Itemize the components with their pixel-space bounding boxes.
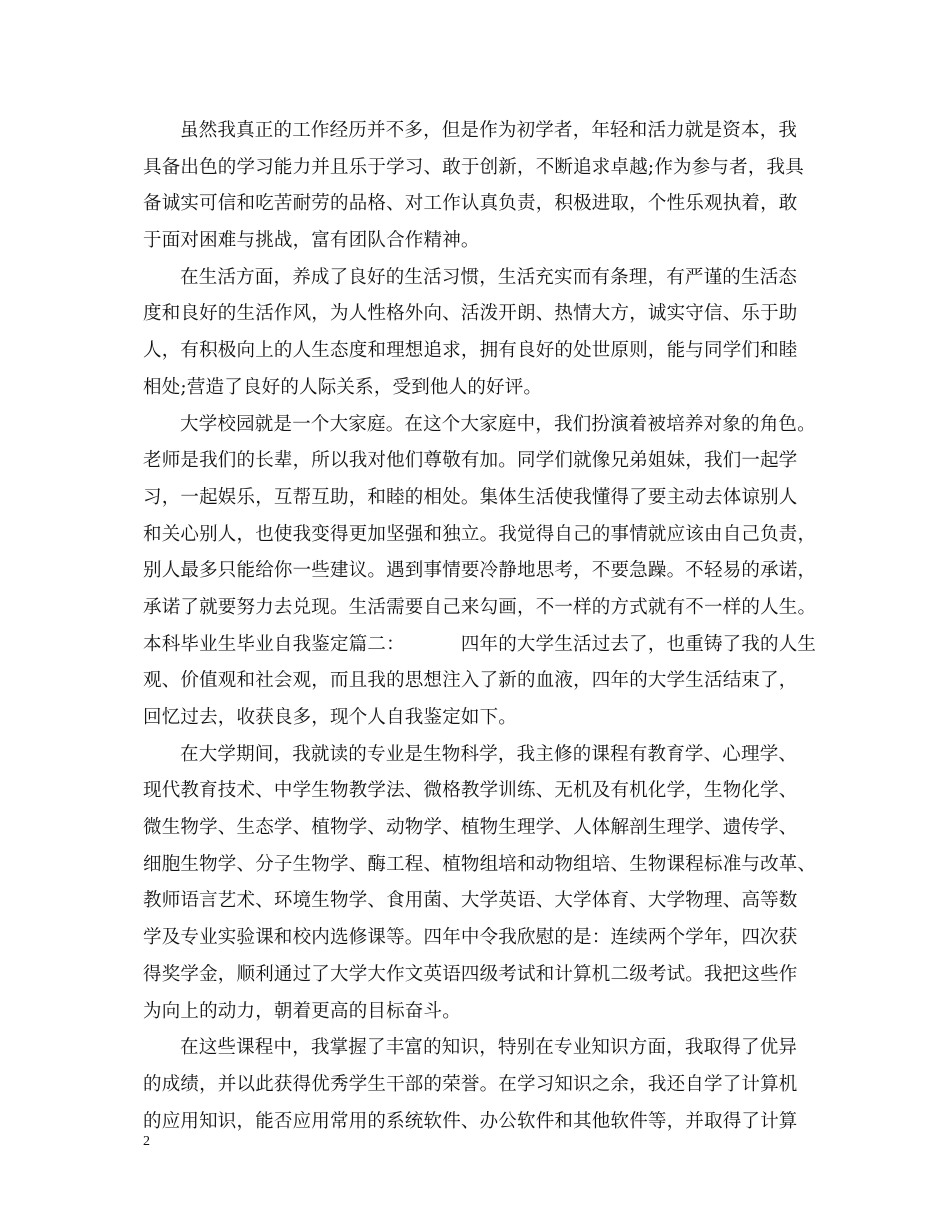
text-line: 承诺了就要努力去兑现。生活需要自己来勾画，不一样的方式就有不一样的人生。: [143, 596, 817, 618]
section-heading-line: [143, 627, 833, 664]
text-line: 的成绩，并以此获得优秀学生干部的荣誉。在学习知识之余，我还自学了计算机: [143, 1073, 798, 1095]
document-body: [143, 113, 833, 1140]
text-line: 大学校园就是一个大家庭。在这个大家庭中，我们扮演着被培养对象的角色。: [180, 413, 816, 435]
text-line: 得奖学金，顺利通过了大学大作文英语四级考试和计算机二级考试。我把这些作: [143, 963, 798, 985]
text-line: 微生物学、生态学、植物学、动物学、植物生理学、人体解剖生理学、遗传学、: [143, 817, 798, 839]
text-line: 现代教育技术、中学生物教学法、微格教学训练、无机及有机化学，生物化学、: [143, 780, 798, 802]
text-line: 人，有积极向上的人生态度和理想追求，拥有良好的处世原则，能与同学们和睦: [143, 340, 798, 362]
text-line: 在大学期间，我就读的专业是生物科学，我主修的课程有教育学、心理学、: [180, 743, 798, 765]
text-line: 虽然我真正的工作经历并不多，但是作为初学者，年轻和活力就是资本，我: [180, 120, 798, 141]
text-line: 教师语言艺术、环境生物学、食用菌、大学英语、大学体育、大学物理、高等数: [143, 890, 798, 912]
text-line: 和关心别人，也使我变得更加坚强和独立。我觉得自己的事情就应该由自己负责，: [143, 523, 817, 545]
text-line: 习，一起娱乐，互帮互助，和睦的相处。集体生活使我懂得了要主动去体谅别人: [143, 486, 798, 508]
text-line: 的应用知识，能否应用常用的系统软件、办公软件和其他软件等，并取得了计算: [143, 1110, 798, 1132]
text-line: 观、价值观和社会观，而且我的思想注入了新的血液，四年的大学生活结束了，: [143, 670, 798, 692]
text-line: 回忆过去，收获良多，现个人自我鉴定如下。: [143, 707, 518, 728]
text-line: 于面对困难与挑战，富有团队合作精神。: [143, 230, 480, 252]
text-line: 为向上的动力，朝着更高的目标奋斗。: [143, 1000, 461, 1022]
text-line: 备诚实可信和吃苦耐劳的品格、对工作认真负责，积极进取，个性乐观执着，敢: [143, 193, 798, 215]
text-line: 老师是我们的长辈，所以我对他们尊敬有加。同学们就像兄弟姐妹，我们一起学: [143, 450, 798, 472]
text-line: 别人最多只能给你一些建议。遇到事情要冷静地思考，不要急躁。不轻易的承诺，: [143, 560, 817, 582]
text-line: 学及专业实验课和校内选修课等。四年中令我欣慰的是：连续两个学年，四次获: [143, 927, 798, 949]
section-heading: 本科毕业生毕业自我鉴定篇二：: [143, 633, 405, 655]
text-line: 在生活方面，养成了良好的生活习惯，生活充实而有条理，有严谨的生活态: [180, 266, 798, 288]
text-line: 度和良好的生活作风，为人性格外向、活泼开朗、热情大方，诚实守信、乐于助: [143, 303, 798, 325]
text-line: 四年的大学生活过去了，也重铸了我的人生: [460, 633, 817, 655]
text-line: 相处;营造了良好的人际关系，受到他人的好评。: [143, 376, 543, 398]
text-line: 具备出色的学习能力并且乐于学习、敢于创新，不断追求卓越;作为参与者，我具: [143, 156, 804, 178]
text-line: 在这些课程中，我掌握了丰富的知识，特别在专业知识方面，我取得了优异: [180, 1037, 798, 1059]
page-number: 2: [143, 1134, 150, 1149]
text-line: 细胞生物学、分子生物学、酶工程、植物组培和动物组培、生物课程标准与改革、: [143, 853, 817, 875]
